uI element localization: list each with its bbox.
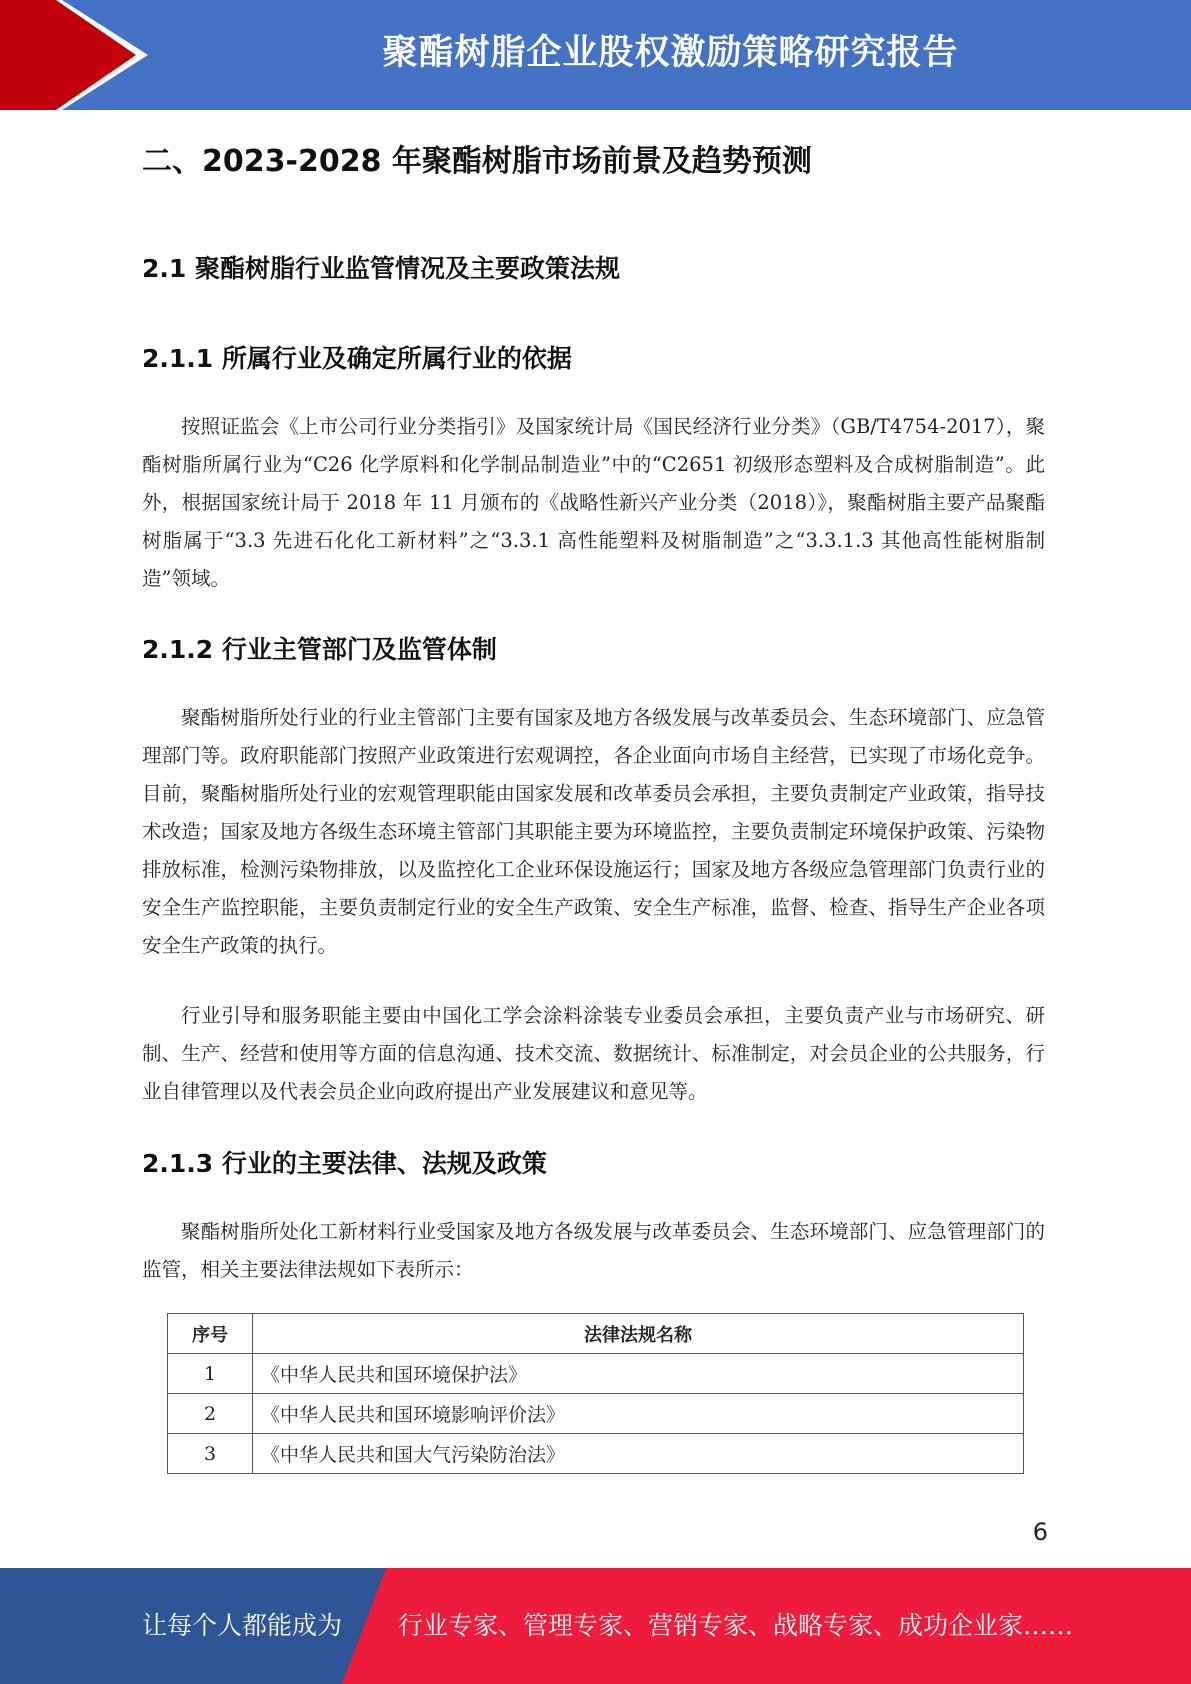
report-footer bbox=[0, 1568, 1191, 1684]
table-cell-law-name: 《中华人民共和国环境保护法》 bbox=[253, 1354, 1024, 1394]
page-number: 6 bbox=[1032, 1518, 1048, 1546]
column-header-index: 序号 bbox=[168, 1314, 253, 1354]
table-cell-index: 1 bbox=[168, 1354, 253, 1394]
table-row bbox=[168, 1434, 1024, 1474]
table-cell-index: 3 bbox=[168, 1434, 253, 1474]
subsection-title-2-1-2: 2.1.2 行业主管部门及监管体制 bbox=[142, 635, 497, 664]
table-cell-law-name: 《中华人民共和国环境影响评价法》 bbox=[253, 1394, 1024, 1434]
paragraph-industry-classification: 按照证监会《上市公司行业分类指引》及国家统计局《国民经济行业分类》（GB/T4754-2017），聚酯树脂所属行业为“C26 化学原料和化学制品制造业”中的“C2651 初级形态塑料及合成树脂制造”。此外，根据国家统计局于 2018 年 11 月颁布的《战略性新兴产业分类（2018）》，聚酯树脂主要产品聚酯树脂属于“3.3 先进石化化工新材料”之“3.3.1 高性能塑料及树脂制造”之“3.3.1.3 其他高性能树脂制造”领域。 bbox=[142, 415, 1045, 590]
column-header-law-name: 法律法规名称 bbox=[253, 1314, 1024, 1354]
subsection-title-2-1-1: 2.1.1 所属行业及确定所属行业的依据 bbox=[142, 344, 572, 373]
footer-slogan-left: 让每个人都能成为 bbox=[142, 1611, 343, 1640]
table-cell-law-name: 《中华人民共和国大气污染防治法》 bbox=[253, 1434, 1024, 1474]
paragraph-industry-guidance: 行业引导和服务职能主要由中国化工学会涂料涂装专业委员会承担，主要负责产业与市场研究、研制、生产、经营和使用等方面的信息沟通、技术交流、数据统计、标准制定，对会员企业的公共服务，行业自律管理以及代表会员企业向政府提出产业发展建议和意见等。 bbox=[142, 1004, 1045, 1103]
paragraph-regulatory-bodies: 聚酯树脂所处行业的行业主管部门主要有国家及地方各级发展与改革委员会、生态环境部门、应急管理部门等。政府职能部门按照产业政策进行宏观调控，各企业面向市场自主经营，已实现了市场化竞争。目前，聚酯树脂所处行业的宏观管理职能由国家发展和改革委员会承担，主要负责制定产业政策，指导技术改造；国家及地方各级生态环境主管部门其职能主要为环境监控，主要负责制定环境保护政策、污染物排放标准，检测污染物排放，以及监控化工企业环保设施运行；国家及地方各级应急管理部门负责行业的安全生产监控职能，主要负责制定行业的安全生产政策、安全生产标准，监督、检查、指导生产企业各项安全生产政策的执行。 bbox=[142, 706, 1045, 957]
section-title: 二、2023-2028 年聚酯树脂市场前景及趋势预测 bbox=[142, 144, 812, 179]
subsection-title-2-1-3: 2.1.3 行业的主要法律、法规及政策 bbox=[142, 1149, 547, 1178]
subsection-title-2-1: 2.1 聚酯树脂行业监管情况及主要政策法规 bbox=[142, 254, 620, 283]
paragraph-laws-intro: 聚酯树脂所处化工新材料行业受国家及地方各级发展与改革委员会、生态环境部门、应急管理部门的监管，相关主要法律法规如下表所示： bbox=[142, 1220, 1045, 1281]
report-header bbox=[0, 0, 1191, 110]
laws-table bbox=[167, 1313, 1024, 1474]
table-header-row bbox=[168, 1314, 1024, 1354]
table-cell-index: 2 bbox=[168, 1394, 253, 1434]
report-title: 聚酯树脂企业股权激励策略研究报告 bbox=[382, 33, 959, 73]
table-row bbox=[168, 1394, 1024, 1434]
table-row bbox=[168, 1354, 1024, 1394]
footer-slogan-right: 行业专家、管理专家、营销专家、战略专家、成功企业家…… bbox=[398, 1611, 1074, 1640]
